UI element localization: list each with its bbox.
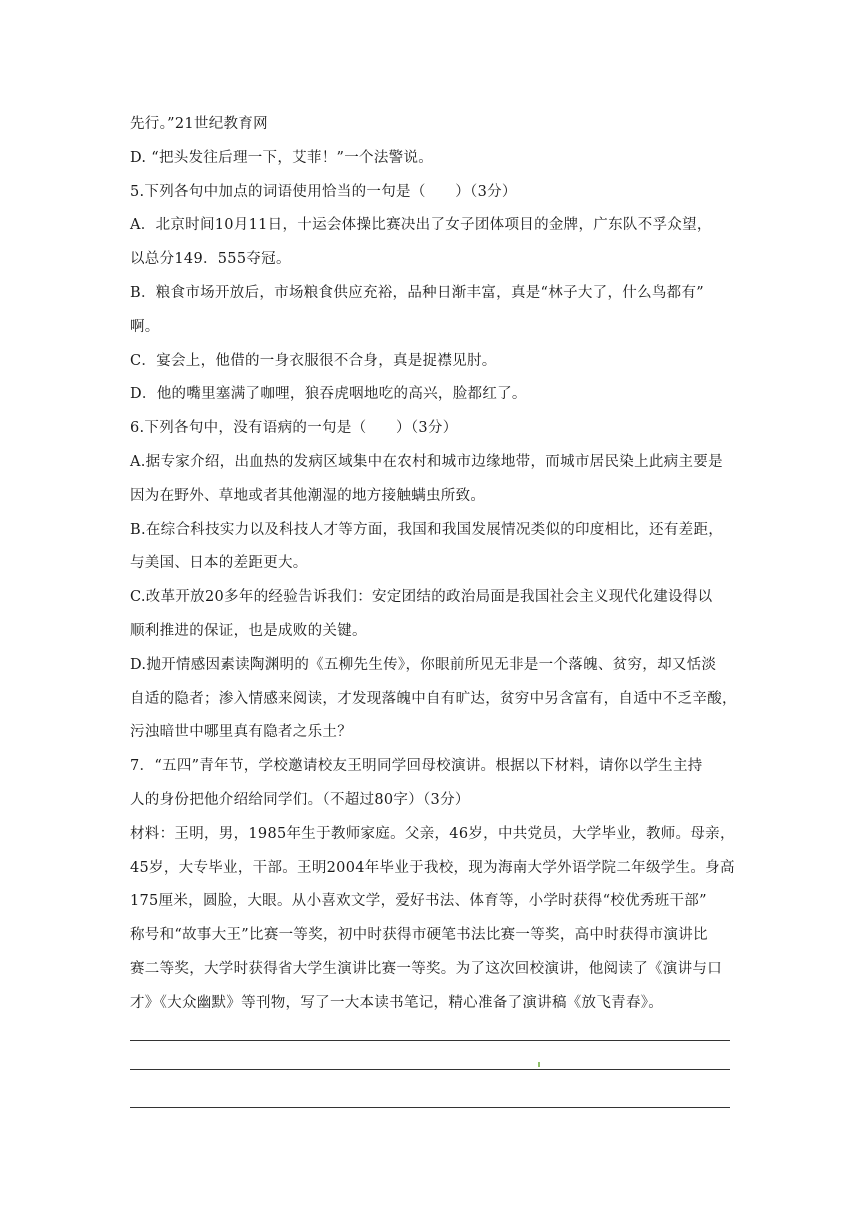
option-5b: B．粮食市场开放后，市场粮食供应充裕，品种日渐丰富，真是“林子大了，什么鸟都有” [130, 284, 704, 301]
material-text: 才》《大众幽默》等刊物，写了一大本读书笔记，精心准备了演讲稿《放飞青春》。 [130, 994, 664, 1011]
material-text: 175厘米，圆脸，大眼。从小喜欢文学，爱好书法、体育等，小学时获得“校优秀班干部” [130, 893, 707, 910]
material-text: 称号和“故事大王”比赛一等奖，初中时获得市硬笔书法比赛一等奖，高中时获得市演讲比 [130, 927, 708, 944]
document-body [130, 108, 735, 1021]
option-6d: D.抛开情感因素读陶渊明的《五柳先生传》，你眼前所见无非是一个落魄、贫穷，却又恬淡 [130, 656, 717, 673]
option-5a-cont: 以总分149．555夺冠。 [130, 251, 291, 268]
material-text: 45岁，大专毕业，干部。王明2004年毕业于我校，现为海南大学外语学院二年级学生。身高 [130, 859, 735, 876]
question-5-stem: 5.下列各句中加点的词语使用恰当的一句是（ ）（3分） [130, 183, 517, 200]
option-6a-cont: 因为在野外、草地或者其他潮湿的地方接触螨虫所致。 [130, 487, 486, 504]
option-5a: A．北京时间10月11日，十运会体操比赛决出了女子团体项目的金牌，广东队不孚众望， [130, 217, 712, 234]
material-text: 赛二等奖，大学时获得省大学生演讲比赛一等奖。为了这次回校演讲，他阅读了《演讲与口 [130, 960, 722, 977]
option-6b: B.在综合科技实力以及科技人才等方面，我国和我国发展情况类似的印度相比，还有差距， [130, 521, 724, 538]
question-7-stem: 7．“五四”青年节，学校邀请校友王明同学回母校演讲。根据以下材料，请你以学生主持 [130, 758, 703, 775]
material-text: 材料：王明，男，1985年生于教师家庭。父亲，46岁，中共党员，大学毕业，教师。母亲， [130, 825, 735, 842]
text-line: 先行。”21世纪教育网 [130, 116, 268, 132]
option-6b-cont: 与美国、日本的差距更大。 [130, 555, 308, 572]
answer-line-3 [130, 1107, 730, 1108]
text-line: D. “把头发往后理一下，艾菲！”一个法警说。 [130, 149, 434, 166]
option-6c-cont: 顺利推进的保证，也是成败的关键。 [130, 622, 367, 639]
option-5c: C．宴会上，他借的一身衣服很不合身，真是捉襟见肘。 [130, 352, 497, 369]
option-6c: C.改革开放20多年的经验告诉我们：安定团结的政治局面是我国社会主义现代化建设得以 [130, 589, 713, 606]
question-6-stem: 6.下列各句中，没有语病的一句是（ ）（3分） [130, 420, 458, 437]
option-5b-cont: 啊。 [130, 318, 160, 335]
answer-line-1 [130, 1040, 730, 1041]
answer-line-2 [130, 1069, 730, 1070]
option-5d: D．他的嘴里塞满了咖哩，狼吞虎咽地吃的高兴，脸都红了。 [130, 386, 527, 403]
option-6d-cont: 污浊暗世中哪里真有隐者之乐土？ [130, 724, 352, 741]
stray-mark [538, 1062, 540, 1067]
option-6d-cont: 自适的隐者；渗入情感来阅读，才发现落魄中自有旷达，贫穷中另含富有，自适中不乏辛酸， [130, 690, 737, 707]
option-6a: A.据专家介绍，出血热的发病区域集中在农村和城市边缘地带，而城市居民染上此病主要是 [130, 453, 723, 470]
question-7-stem-cont: 人的身份把他介绍给同学们。（不超过80字）（3分） [130, 791, 470, 808]
